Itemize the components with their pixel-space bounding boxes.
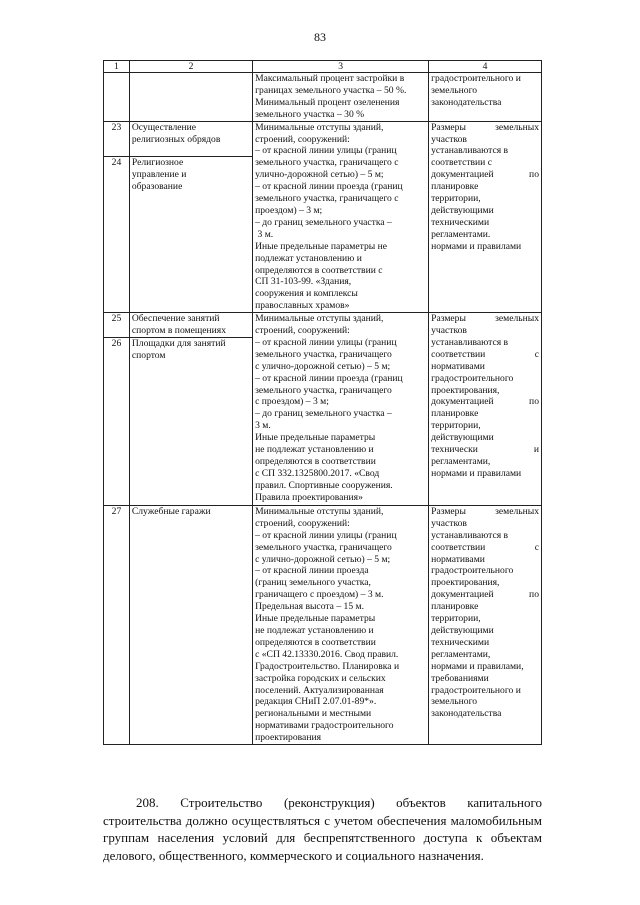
use-name [129, 157, 252, 313]
cell-line: – от красной линии улицы (границ [255, 336, 397, 348]
cell-line: соответствии с [431, 157, 492, 169]
cell-line: не подлежат установлению и [255, 625, 374, 636]
table-row [104, 505, 542, 744]
cell-line: региональными и местными [255, 708, 372, 720]
row-number: 26 [104, 337, 130, 505]
cell-line: соответствии с нормативами [431, 541, 542, 565]
cell-line: с «СП 42.13330.2016. Свод правил. [255, 648, 399, 660]
row-number: 27 [104, 505, 130, 744]
cell-line: Иные предельные параметры не [255, 240, 387, 252]
cell-line: документацией по планировке [431, 169, 542, 193]
table-row [104, 121, 542, 157]
cell-line: проектирования, [431, 577, 500, 589]
cell-line: образование [131, 180, 183, 192]
use-name [129, 337, 252, 505]
cell-line: – от красной линии проезда [255, 565, 369, 577]
cell-line: – до границ земельного участка – [255, 216, 392, 228]
cell-line: устанавливаются в [431, 529, 509, 541]
cell-line: с СП 332.1325800.2017. «Свод [255, 467, 380, 479]
cell-line: Служебные гаражи [131, 505, 211, 517]
cell-line: требованиями [431, 672, 489, 684]
cell-line: 3 м. [255, 228, 274, 240]
cell-line: градостроительного и [431, 684, 521, 696]
cell-line: Размеры земельных участков [431, 505, 542, 529]
cell-line: Обеспечение занятий [131, 313, 220, 325]
header-col-1: 1 [104, 61, 130, 73]
cell-line: редакция СНиП 2.07.01-89*». [255, 696, 377, 708]
cell-line: строений, сооружений: [255, 517, 350, 529]
cell-line: устанавливаются в [431, 336, 509, 348]
row-number: 25 [104, 313, 130, 338]
row-number: 23 [104, 121, 130, 157]
cell-line: Площадки для занятий [131, 337, 226, 349]
cell-line: Осуществление [131, 121, 197, 133]
cell-line: Минимальные отступы зданий, [255, 121, 384, 133]
cell-line: технически и регламентами, [431, 444, 542, 467]
cell-line: Минимальные отступы зданий, [255, 313, 384, 325]
cell-line: нормативами градостроительного [255, 720, 394, 732]
cell-line: земельного участка, граничащего с [255, 157, 399, 169]
cell-line: Иные предельные параметры [255, 613, 376, 625]
header-col-3: 3 [253, 61, 429, 73]
use-name [129, 505, 252, 744]
cell-line: проездом) – 3 м; [255, 204, 323, 216]
cell-line: земельного участка, граничащего с [255, 193, 399, 205]
cell-line: улично-дорожной сетью) – 5 м; [255, 169, 384, 181]
cell-line: православных храмов» [255, 300, 350, 312]
cell-line: спортом в помещениях [131, 325, 227, 337]
header-col-4: 4 [429, 61, 542, 73]
cell-line: устанавливаются в [431, 145, 509, 157]
cell-line: – от красной линии улицы (границ [255, 529, 397, 541]
cell-line: с улично-дорожной сетью) – 5 м; [255, 360, 391, 372]
cell-line: определяются в соответствии с [255, 264, 383, 276]
cell-line: строений, сооружений: [255, 325, 350, 337]
cell-line: подлежат установлению и [255, 252, 362, 264]
cell-line: – от красной линии проезда (границ [255, 372, 403, 384]
cell-line: не подлежат установлению и [255, 444, 374, 456]
cell-line: Градостроительство. Планировка и [255, 660, 400, 672]
cell-line: границах земельного участка – 50 %. [255, 84, 407, 96]
cell-line: нормами и правилами [431, 467, 522, 479]
cell-line: Минимальные отступы зданий, [255, 505, 384, 517]
cell-line: – до границ земельного участка – [255, 408, 392, 420]
row-number: 24 [104, 157, 130, 313]
cell-land-size [429, 313, 542, 506]
cell-land-size [429, 121, 542, 313]
cell-params [253, 313, 429, 506]
cell-line: земельного законодательства [431, 696, 502, 720]
cell-line: градостроительного [431, 372, 514, 384]
cell-line: – от красной линии проезда (границ [255, 181, 403, 193]
cell-line: Религиозное [131, 157, 184, 169]
cell-line: Размеры земельных участков [431, 313, 542, 337]
cell-line: документацией по планировке [431, 396, 542, 420]
header-col-2: 2 [129, 61, 252, 73]
cell-line: застройка городских и сельских [255, 672, 386, 684]
cell-line: сооружения и комплексы [255, 288, 358, 300]
cell-line: Максимальный процент застройки в [255, 73, 405, 84]
cell-line: документацией по планировке [431, 589, 542, 613]
cell-line: градостроительного [431, 565, 514, 577]
cell-line: Размеры земельных участков [431, 121, 542, 145]
cell-line: с проездом) – 3 м; [255, 396, 329, 408]
cell-params [253, 73, 429, 122]
use-name [129, 313, 252, 338]
cell-line: проектирования [255, 732, 321, 744]
cell-line: территории, действующими [431, 193, 494, 216]
cell-line: – от красной линии улицы (границ [255, 145, 397, 157]
cell-params [253, 505, 429, 744]
cell-line: Минимальный процент озеленения [255, 96, 400, 108]
cell-line: нормами и правилами, [431, 660, 524, 672]
table-header-row [104, 61, 542, 73]
use-name [129, 121, 252, 157]
cell-line: Иные предельные параметры [255, 432, 376, 444]
cell-line: земельного участка, граничащего [255, 384, 392, 396]
cell-line: Правила проектирования» [255, 491, 363, 503]
cell-line: СП 31-103-99. «Здания, [255, 276, 352, 288]
cell-land-size [429, 73, 542, 122]
page-number: 83 [314, 30, 326, 44]
cell-line: (границ земельного участка, [255, 577, 371, 589]
paragraph-208: 208. Строительство (реконструкция) объектов капитального строительства должно осуществляться с учетом обеспечения маломобильным группам населения условий для беспрепятственного доступа к объектам делового, общественного, коммерческого и социального назначения. [103, 795, 542, 863]
cell-line: 3 м. [255, 420, 271, 432]
cell-line: определяются в соответствии [255, 636, 376, 648]
cell-line: земельного участка, граничащего [255, 541, 392, 553]
cell-line: с улично-дорожной сетью) – 5 м; [255, 553, 391, 565]
regulations-table [103, 60, 542, 745]
cell-line: строений, сооружений: [255, 133, 350, 145]
cell-line: территории, действующими [431, 613, 494, 636]
cell-line: соответствии с нормативами [431, 348, 542, 372]
cell-line: определяются в соответствии [255, 456, 376, 467]
cell-line: Предельная высота – 15 м. [255, 601, 364, 613]
cell-line: нормами и правилами [431, 240, 522, 252]
cell-line: градостроительного и [431, 73, 521, 84]
cell-line: спортом [131, 349, 166, 361]
cell-line: религиозных обрядов [131, 133, 221, 145]
cell-line: земельного участка – 30 % [255, 108, 365, 120]
cell-line: земельного законодательства [431, 84, 502, 108]
table-row-continuation [104, 73, 542, 122]
cell-line: проектирования, [431, 384, 500, 396]
cell-line: земельного участка, граничащего [255, 348, 392, 360]
cell-line: техническими регламентами. [431, 216, 492, 240]
cell-params [253, 121, 429, 313]
cell-land-size [429, 505, 542, 744]
cell-line: правил. Спортивные сооружения. [255, 479, 393, 491]
cell-line: граничащего с проездом) – 3 м. [255, 589, 384, 601]
cell-line: территории, действующими [431, 420, 494, 444]
cell-line: техническими регламентами, [431, 636, 492, 660]
table-row [104, 313, 542, 338]
cell-line: поселений. Актуализированная [255, 684, 384, 696]
cell-line: управление и [131, 169, 187, 181]
